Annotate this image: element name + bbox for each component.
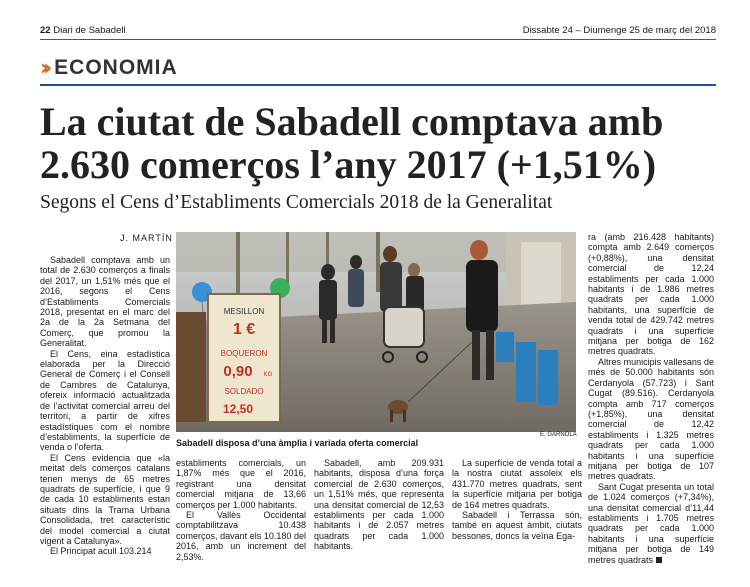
headline-line-2: 2.630 comerços l’any 2017 (+1,51%) xyxy=(40,142,657,187)
article-column-4 xyxy=(452,458,582,541)
article-column-5 xyxy=(588,232,714,565)
double-chevron-icon: ›› xyxy=(40,55,47,81)
sign-price-2: 0,90 xyxy=(223,363,253,380)
street-photo xyxy=(176,232,576,432)
paragraph: El Cens, eina estadística elaborada per la Direcció General de Comerç i el Consell de Cambres de Catalunya, ofereix informació actualitzada de l’activitat comercial arreu del territori, a partir de xifres estadístiques com el nombre d’establiments, la superfície de venda o l’oferta. xyxy=(40,348,170,453)
issue-date: Dissabte 24 – Diumenge 25 de març del 2018 xyxy=(522,25,716,36)
paragraph: El Principat acull 103.214 xyxy=(50,546,152,557)
photo-credit: E. GARNOLA xyxy=(540,432,577,438)
sign-item-2: BOQUERON xyxy=(220,349,268,358)
paragraph: Sabadell comptava amb un total de 2.630 comerços a finals del 2017, un 1,51% més que el 2016, segons el Cens d’Establiments Comercials 2018, presentat en el marc del 2a de la 2a Setmana del Comerç, que promou la Generalitat. xyxy=(40,255,170,349)
sign-item-3: SOLDADO xyxy=(224,387,264,396)
sign-unit: KG xyxy=(263,372,273,378)
paragraph: Sabadell i Terrassa són, també en aquest àmbit, ciutats bessones, doncs la veïna Ega- xyxy=(452,510,582,541)
sign-item-1: MESILLON xyxy=(223,307,265,316)
page-number: 22 xyxy=(40,25,51,36)
section-name: ECONOMIA xyxy=(54,56,178,79)
paragraph: El Vallès Occidental comptabilitzava 10.438 comerços, davant els 10.180 del 2016, amb un increment del 2,53%. xyxy=(176,510,306,562)
article-column-2 xyxy=(176,458,306,562)
end-mark xyxy=(656,557,662,563)
sign-price-3: 12,50 xyxy=(222,402,254,416)
paragraph: Sabadell, amb 209.931 habitants, disposa d’una força comercial de 2.630 comerços, un 1,51% més, que representa una densitat comercial de 12,53 establiments per cada 1.000 habitants i de 2.057 metres quadrats per cada 1.000 habitants. xyxy=(314,458,444,552)
paragraph: Altres municipis vallesans de més de 50.000 habitants són Cerdanyola (57.723) i Sant Cugat (89.516). Cerdanyola compta amb 717 comerços (+1,85%), una densitat comercial de 12,42 establiments i 1.325 metres quadrats per cada 1.000 habitants i una superfície mitjana per botiga de 107 metres quadrats. xyxy=(588,356,714,482)
headline-line-1: La ciutat de Sabadell comptava amb xyxy=(40,99,664,144)
section-label xyxy=(40,54,178,82)
newspaper-name: Diari de Sabadell xyxy=(53,25,126,36)
header-rule xyxy=(40,39,716,40)
sign-price-1: 1 € xyxy=(232,321,256,338)
photo-caption: Sabadell disposa d’una àmplia i variada oferta comercial xyxy=(176,438,419,448)
article-column-3 xyxy=(314,458,444,552)
byline: J. MARTÍN xyxy=(120,233,173,243)
paragraph xyxy=(588,482,714,565)
photo-illustration xyxy=(176,232,576,432)
paragraph: El Cens evidencia que «la meitat dels comerços catalans tenen menys de 65 metres quadrats de superfície, i que 9 de cada 10 establiments estan situats dins la Trama Urbana Consolidada, tret característic del model comercial a ciutat vigent a Catalunya». xyxy=(40,452,170,546)
paragraph: ra (amb 216.428 habitants) compta amb 2.649 comerços (+0,88%), una densitat comercial de 12,24 establiments per cada 1.000 habitants i de 1.986 metres quadrats per cada 1.000 habitants, una superfície de venda total de 429.742 metres quadrats i una superfície mitjana per botiga de 162 metres quadrats. xyxy=(588,232,714,357)
subheadline: Segons el Cens d’Establiments Comercials 2018 de la Generalitat xyxy=(40,192,553,213)
paragraph-text: Sant Cugat presenta un total de 1.024 comerços (+7,34%), una densitat comercial d’11,44 establiments i 1.705 metres quadrats per cada 1.000 habitants i una superfície mitjana per botiga de 149 metres quadrats xyxy=(588,481,714,565)
article-column-1 xyxy=(40,255,170,557)
paragraph: La superfície de venda total a la nostra ciutat assoleix els 431.770 metres quadrats, sent la superfície mitjana per botiga de 164 metres quadrats. xyxy=(452,458,582,510)
paragraph: establiments comercials, un 1,87% més que el 2016, registrant una densitat comercial mitjana de 13,66 comerços per 1.000 habitants. xyxy=(176,458,306,510)
headline xyxy=(40,100,716,186)
section-rule xyxy=(40,84,716,86)
